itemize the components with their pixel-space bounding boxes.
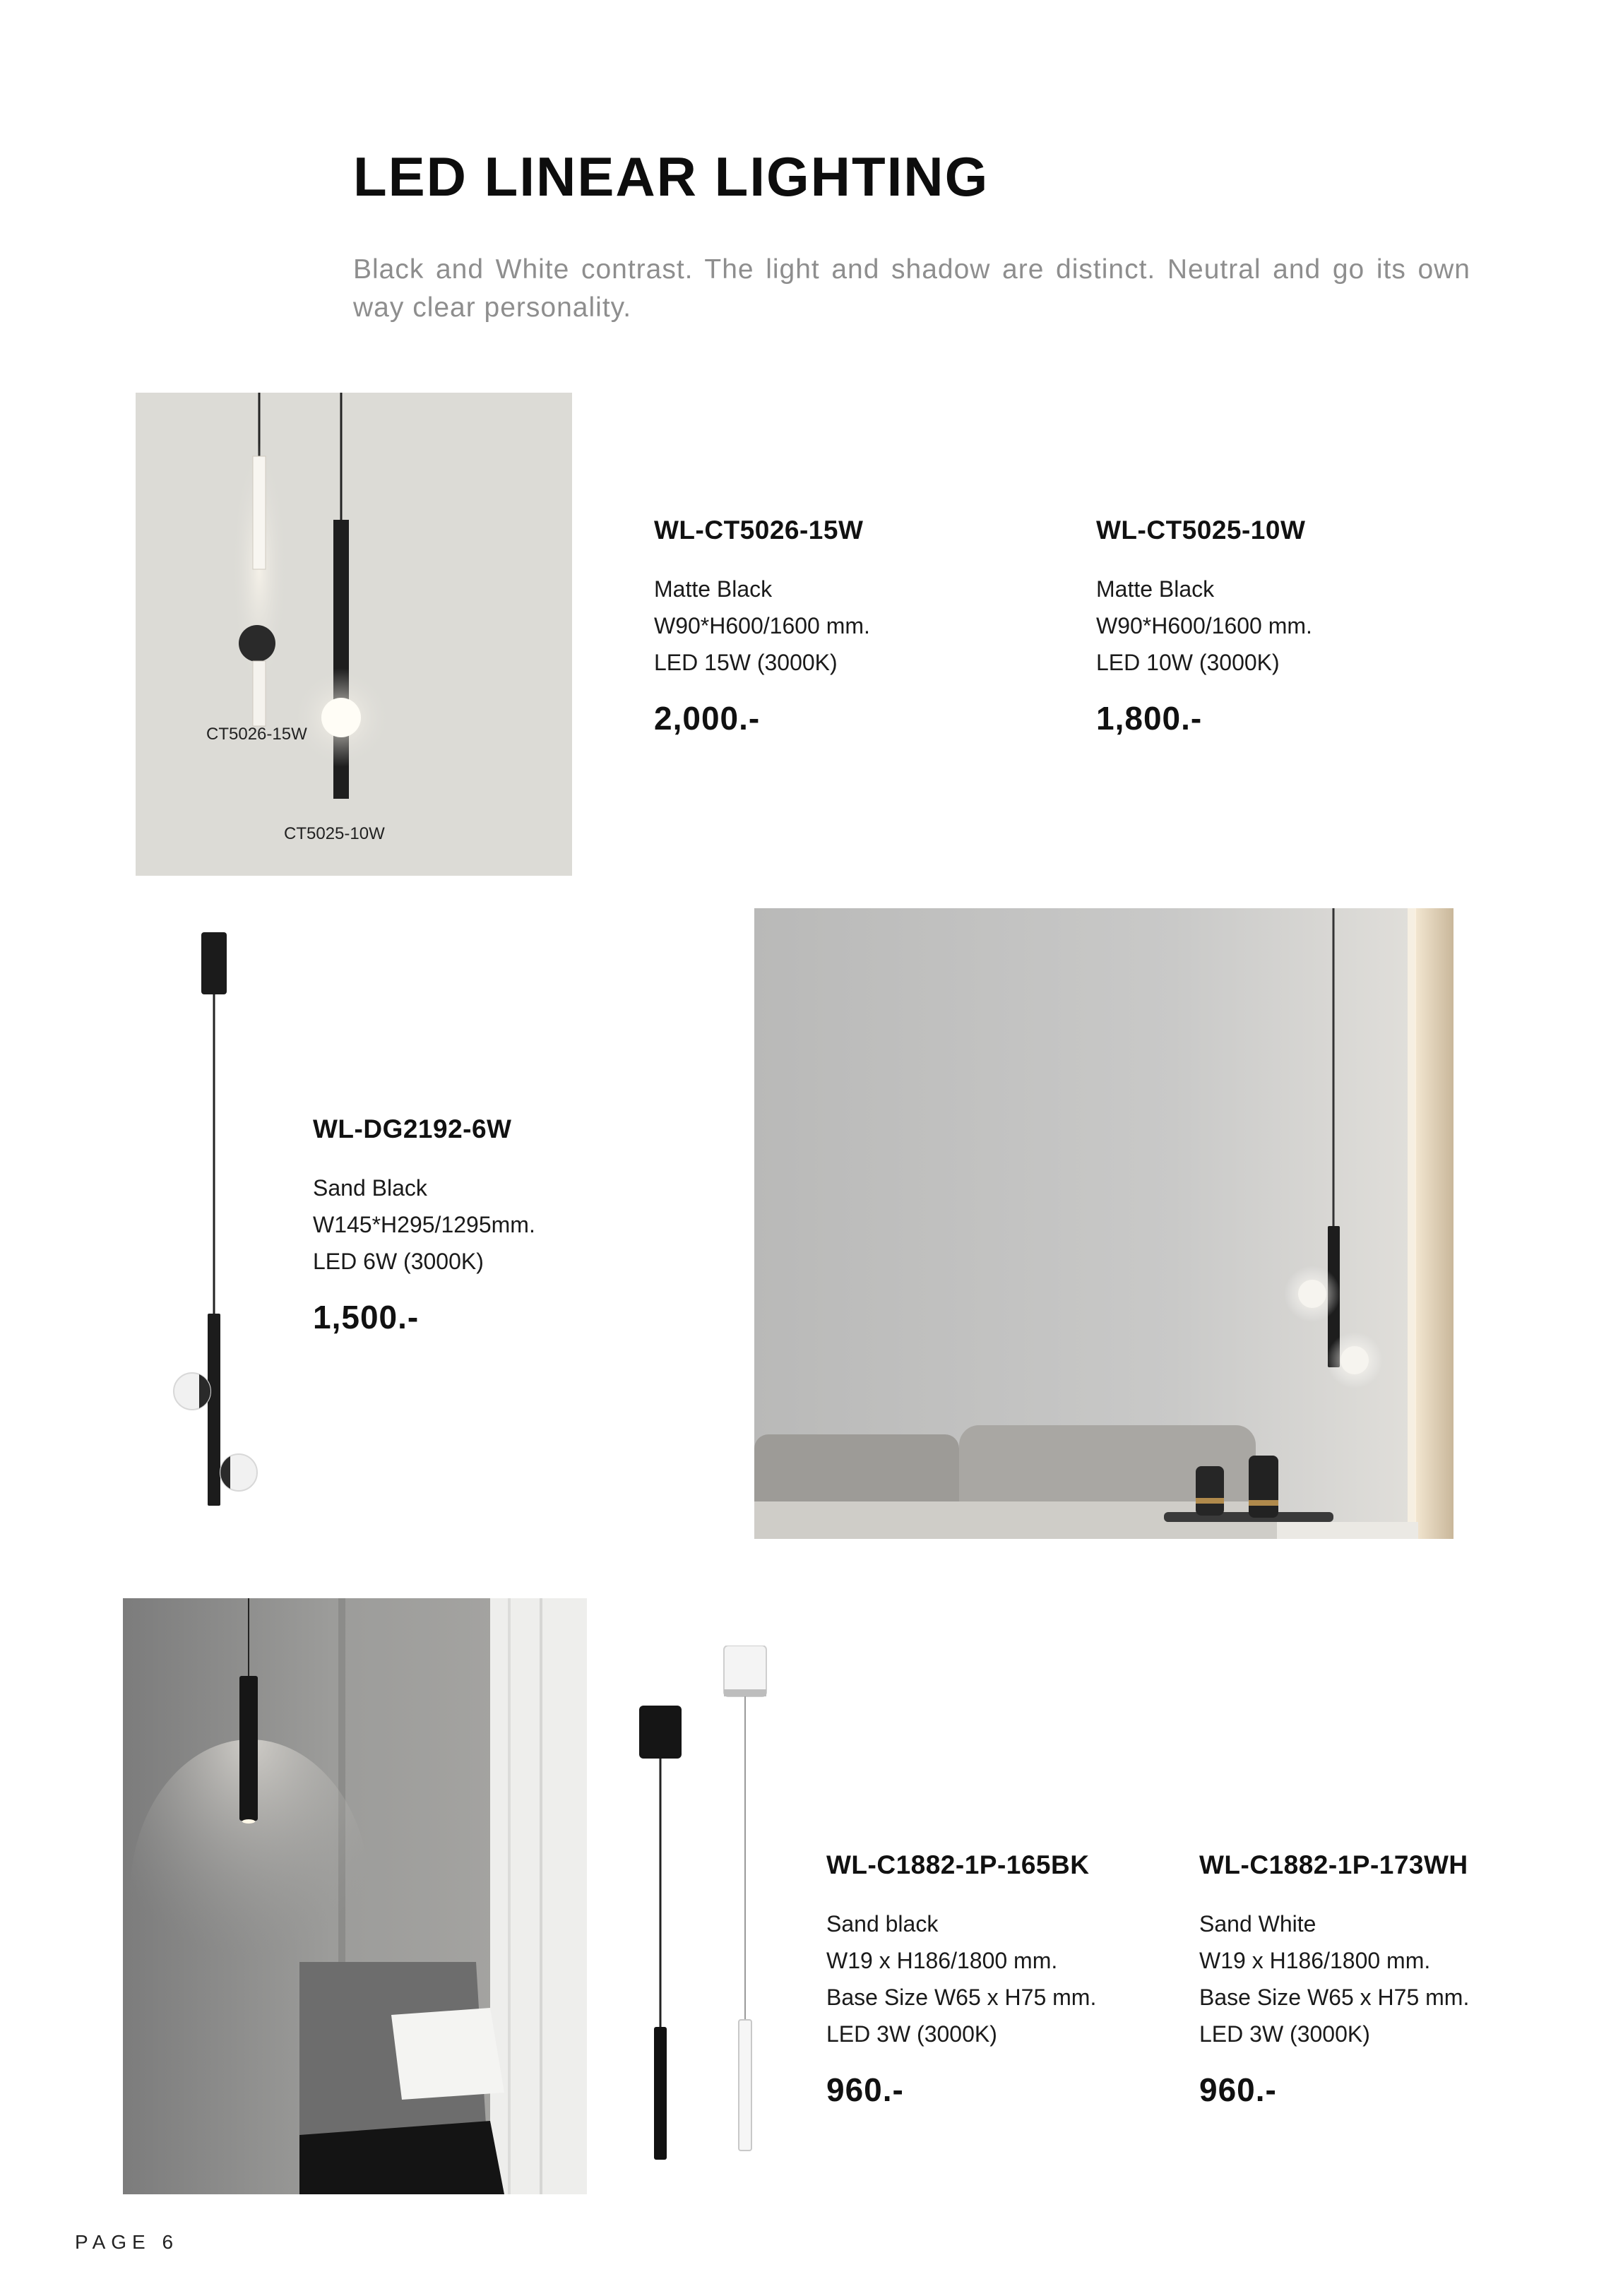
product-card-dg2192 xyxy=(313,1114,535,1336)
product-cutout-dg2192 xyxy=(162,932,275,1511)
product-base-size: Base Size W65 x H75 mm. xyxy=(1199,1985,1470,2010)
c1882-pendants-illustration xyxy=(629,1646,784,2168)
product-price: 960.- xyxy=(826,2071,904,2108)
product-price: 1,800.- xyxy=(1096,700,1203,737)
dg2192-pendant-illustration xyxy=(162,932,275,1511)
pendant-lights-illustration xyxy=(136,393,572,876)
product-model: WL-DG2192-6W xyxy=(313,1114,512,1143)
bedroom-illustration xyxy=(123,1598,587,2194)
product-led: LED 3W (3000K) xyxy=(1199,2021,1370,2047)
product-finish: Sand Black xyxy=(313,1175,427,1201)
page-number: PAGE 6 xyxy=(75,2231,179,2253)
product-base-size: Base Size W65 x H75 mm. xyxy=(826,1985,1097,2010)
product-led: LED 15W (3000K) xyxy=(654,650,838,675)
product-led: LED 10W (3000K) xyxy=(1096,650,1280,675)
product-dimensions: W90*H600/1600 mm. xyxy=(1096,613,1312,638)
product-card-ct5026 xyxy=(654,516,870,737)
product-led: LED 3W (3000K) xyxy=(826,2021,997,2047)
image-label-ct5025: CT5025-10W xyxy=(284,824,385,843)
product-finish: Matte Black xyxy=(1096,576,1215,602)
product-model: WL-C1882-1P-173WH xyxy=(1199,1850,1468,1879)
product-dimensions: W90*H600/1600 mm. xyxy=(654,613,870,638)
room-photo-living xyxy=(754,908,1453,1539)
product-led: LED 6W (3000K) xyxy=(313,1249,484,1274)
product-card-c1882-bk xyxy=(826,1850,1096,2109)
product-model: WL-CT5025-10W xyxy=(1096,516,1306,545)
product-card-c1882-wh xyxy=(1199,1850,1469,2109)
product-model: WL-CT5026-15W xyxy=(654,516,864,545)
image-label-ct5026: CT5026-15W xyxy=(206,725,307,744)
product-dimensions: W19 x H186/1800 mm. xyxy=(826,1948,1058,1973)
product-dimensions: W19 x H186/1800 mm. xyxy=(1199,1948,1431,1973)
product-finish: Sand black xyxy=(826,1911,939,1937)
product-price: 1,500.- xyxy=(313,1299,420,1336)
page-title: LED LINEAR LIGHTING xyxy=(353,145,989,208)
room-photo-bedroom xyxy=(123,1598,587,2194)
product-price: 2,000.- xyxy=(654,700,761,737)
product-finish: Sand White xyxy=(1199,1911,1316,1937)
product-price: 960.- xyxy=(1199,2071,1277,2108)
product-photo-ct5026-ct5025 xyxy=(136,393,572,876)
product-dimensions: W145*H295/1295mm. xyxy=(313,1212,535,1237)
product-cutout-c1882 xyxy=(629,1646,784,2168)
product-model: WL-C1882-1P-165BK xyxy=(826,1850,1090,1879)
living-room-illustration xyxy=(754,908,1453,1539)
product-finish: Matte Black xyxy=(654,576,773,602)
page-subtitle: Black and White contrast. The light and shadow are distinct. Neutral and go its own way clear personality. xyxy=(353,254,1470,323)
product-card-ct5025 xyxy=(1096,516,1312,737)
